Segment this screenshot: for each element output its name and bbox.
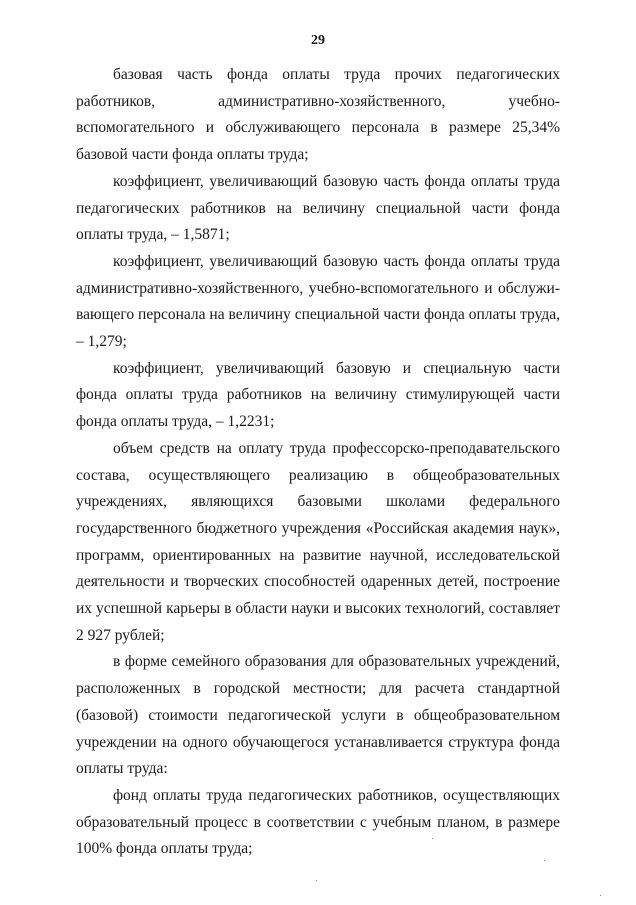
paragraph-base-fund-other-staff: базовая часть фонда оплаты труда прочих педагогических работников, административно-хозяйственного, учебно-вспомогательного и обслуживающего персонала в размере 25,34% базовой части фонда оплаты труда; xyxy=(76,66,560,164)
paragraph-coefficient-teachers: коэффициент, увеличивающий базовую часть фонда оплаты труда педагогических работников на величину специальной части фонда оплаты труда, – 1,5871; xyxy=(76,172,560,244)
paragraph-coefficient-support-staff: коэффициент, увеличивающий базовую часть фонда оплаты труда административно-хозяйственного, учебно-вспомогательного и обслуживающего персонала на величину специальной части фонда оплаты труда, – 1,279; xyxy=(76,252,560,351)
scan-speck xyxy=(316,880,317,881)
body-text xyxy=(76,62,560,863)
page-number: 29 xyxy=(311,33,325,48)
paragraph-family-education: в форме семейного образования для образовательных учреждений, расположенных в городской местности; для расчета стандартной (базовой) стоимости педагогической услуги в общеобразовательном учреждении на одного обучающегося устанавливается структура фонда оплаты труда: xyxy=(76,653,560,778)
scan-speck xyxy=(432,838,433,839)
paragraph-coefficient-stimulating: коэффициент, увеличивающий базовую и специальную части фонда оплаты труда работников на величину стимулирующей части фонда оплаты труда, – 1,2231; xyxy=(76,359,560,431)
scan-speck xyxy=(600,895,601,896)
paragraph-faculty-funds: объем средств на оплату труда профессорско-преподавательского состава, осуществляющего реализацию в общеобразовательных учреждениях, являющихся базовыми школами федерального государственного бюджетного учреждения «Российская академия наук», программ, ориентированных на развитие научной, исследовательской деятельности и творческих способностей одаренных детей, построение их успешной карьеры в области науки и высоких технологий, составляет 2 927 рублей; xyxy=(76,439,560,644)
paragraph-teachers-payroll: фонд оплаты труда педагогических работников, осуществляющих образовательный процесс в соответствии с учебным планом, в размере 100% фонда оплаты труда; xyxy=(76,786,560,858)
scan-speck xyxy=(544,860,545,861)
